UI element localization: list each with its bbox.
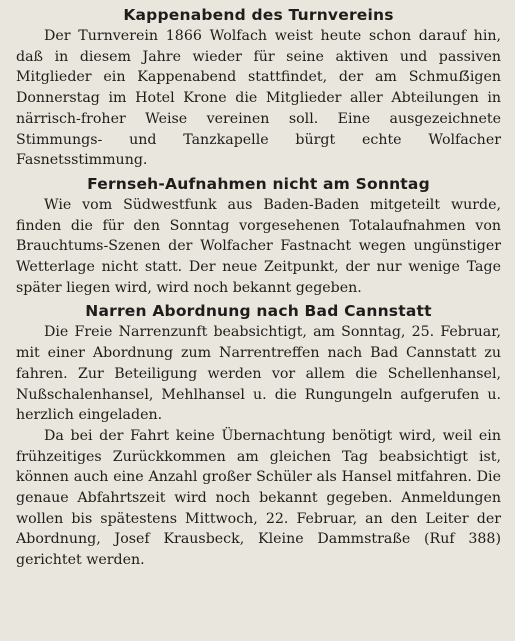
- article-fernseh-aufnahmen: [16, 195, 501, 299]
- article-kappenabend: [16, 26, 501, 171]
- headline-kappenabend: Kappenabend des Turnvereins: [123, 6, 394, 24]
- article-paragraph: Da bei der Fahrt keine Übernachtung benötigt wird, weil ein frühzeitiges Zurückkommen am gleichen Tag beabsichtigt ist, können auch eine Anzahl großer Schüler als Hansel mitfahren. Die genaue Abfahrtszeit wird noch bekannt gegeben. Anmeldungen wollen bis spätestens Mittwoch, 22. Februar, an den Leiter der Abordnung, Josef Krausbeck, Kleine Dammstraße (Ruf 388) gerichtet werden.: [16, 427, 501, 569]
- article-paragraph: Die Freie Narrenzunft beabsichtigt, am Sonntag, 25. Februar, mit einer Abordnung zum Narrentreffen nach Bad Cannstatt zu fahren. Zur Beteiligung werden vor allem die Schellenhansel, Nußschalenhansel, Mehlhansel u. die Rungungeln aufgerufen u. herzlich eingeladen.: [16, 324, 501, 424]
- headline-narren-abordnung: Narren Abordnung nach Bad Cannstatt: [85, 302, 432, 321]
- headline-fernseh-aufnahmen: Fernseh-Aufnahmen nicht am Sonntag: [87, 174, 430, 193]
- article-paragraph: Wie vom Südwestfunk aus Baden-Baden mitgeteilt wurde, finden die für den Sonntag vorgesehenen Totalaufnahmen von Brauchtums-Szenen der Wolfacher Fastnacht wegen ungünstiger Wetterlage nicht statt. Der neue Zeitpunkt, der nur wenige Tage später liegen wird, wird noch bekannt gegeben.: [16, 196, 501, 296]
- article-paragraph: Der Turnverein 1866 Wolfach weist heute schon darauf hin, daß in diesem Jahre wieder für seine aktiven und passiven Mitglieder ein Kappenabend stattfindet, der am Schmuẞigen Donnerstag im Hotel Krone die Mitglieder aller Abteilungen in närrisch-froher Weise vereinen soll. Eine ausgezeichnete Stimmungs- und Tanzkapelle bürgt echte Wolfacher Fasnetsstimmung.: [16, 28, 501, 169]
- article-narren-abordnung: [16, 322, 501, 570]
